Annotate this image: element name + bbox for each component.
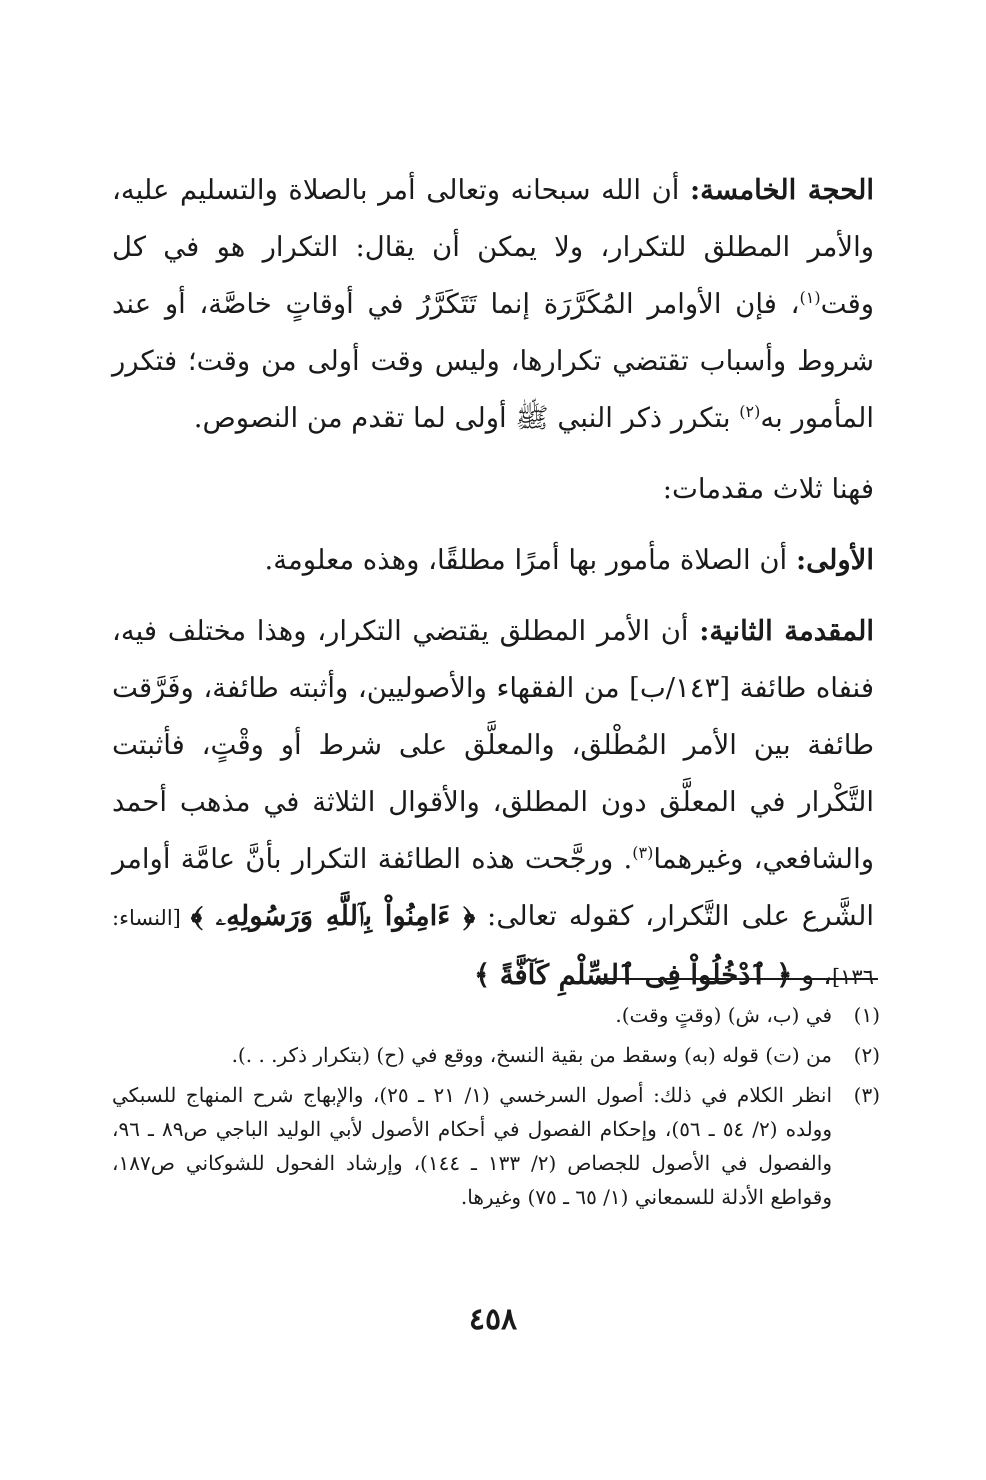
paragraph-text: ، و [792,959,832,991]
footnote [112,1038,880,1072]
paragraph-text: بتكرر ذكر النبي ﷺ أولى لما تقدم من النصوص. [193,402,740,434]
footnote-text: من (ت) قوله (به) وسقط من بقية النسخ، ووقع في (ح) (بتكرار ذكر. . .). [231,1043,832,1067]
page-number: ٤٥٨ [468,1302,518,1337]
paragraph-three-premises [112,461,874,518]
paragraph-text: أن الأمر المطلق يقتضي التكرار، وهذا مختلف فيه، فنفاه طائفة [١٤٣/ب] من الفقهاء والأصوليين، وأثبته طائفة، وفَرَّقت طائفة بين الأمر المُطْلق، والمعلَّق على شرط أو وقْتٍ، فأثبتت التَّكْرار في المعلَّق دون المطلق، والأقوال الثلاثة في مذهب أحمد والشافعي، وغيرهما [112,615,874,875]
paragraph-text: ، فإن الأوامر المُكَرَّرَة إنما تَتَكَرَّرُ في أوقاتٍ خاصَّة، أو عند شروط وأسباب تقتضي تكرارها، وليس وقت أولى من وقت؛ فتكرر المأمور به [112,288,874,434]
footnote-marker: (٢) [739,401,761,421]
footnote-text: في (ب، ش) (وقتٍ وقت). [615,1003,832,1027]
footnote [112,998,880,1032]
main-text [112,162,874,1006]
quran-verse: ﴿ ٱدْخُلُواْ فِى ٱلسِّلْمِ كَآفَّةً ﴾ [474,959,793,991]
verse-reference: [النساء: ١٣٦] [112,906,874,989]
footnote-marker: (٣) [632,842,654,862]
paragraph-heading: الأولى: [795,544,874,576]
footnote-number: (٢) [853,1043,880,1067]
paragraph-heading: المقدمة الثانية: [699,615,875,647]
paragraph-first-premise [112,532,874,589]
paragraph-text: أن الله سبحانه وتعالى أمر بالصلاة والتسليم عليه، والأمر المطلق للتكرار، ولا يمكن أن يقال: التكرار هو في كل وقت [112,174,875,320]
footnote [112,1078,880,1214]
footnote-text: انظر الكلام في ذلك: أصول السرخسي (١/ ٢١ ـ ٢٥)، والإبهاج شرح المنهاج للسبكي وولده (٢/ ٥٤ ـ ٥٦)، وإحكام الفصول في أحكام الأصول لأبي الوليد الباجي ص٨٩ ـ ٩٦، والفصول في الأصول للجصاص (٢/ ١٣٣ ـ ١٤٤)، وإرشاد الفحول للشوكاني ص١٨٧، وقواطع الأدلة للسمعاني (١/ ٦٥ ـ ٧٥) وغيرها. [112,1083,833,1209]
paragraph-text: أن الصلاة مأمور بها أمرًا مطلقًا، وهذه معلومة. [264,544,796,576]
paragraph-second-premise [112,603,874,1006]
footnote-marker: (١) [799,287,821,307]
paragraph-fifth-argument [112,162,874,447]
quran-verse: ﴿ ءَامِنُواْ بِٱللَّهِ وَرَسُولِهِۦ ﴾ [190,900,476,932]
footnote-number: (٣) [853,1083,880,1107]
paragraph-text: فهنا ثلاث مقدمات: [662,473,874,505]
footnote-separator [596,978,878,980]
paragraph-heading: الحجة الخامسة: [690,174,874,206]
footnotes [112,998,880,1220]
footnote-number: (١) [853,1003,880,1027]
paragraph-text: . ورجَّحت هذه الطائفة التكرار بأنَّ عامَّة أوامر الشَّرع على التَّكرار، كقوله تعالى: [112,843,874,932]
